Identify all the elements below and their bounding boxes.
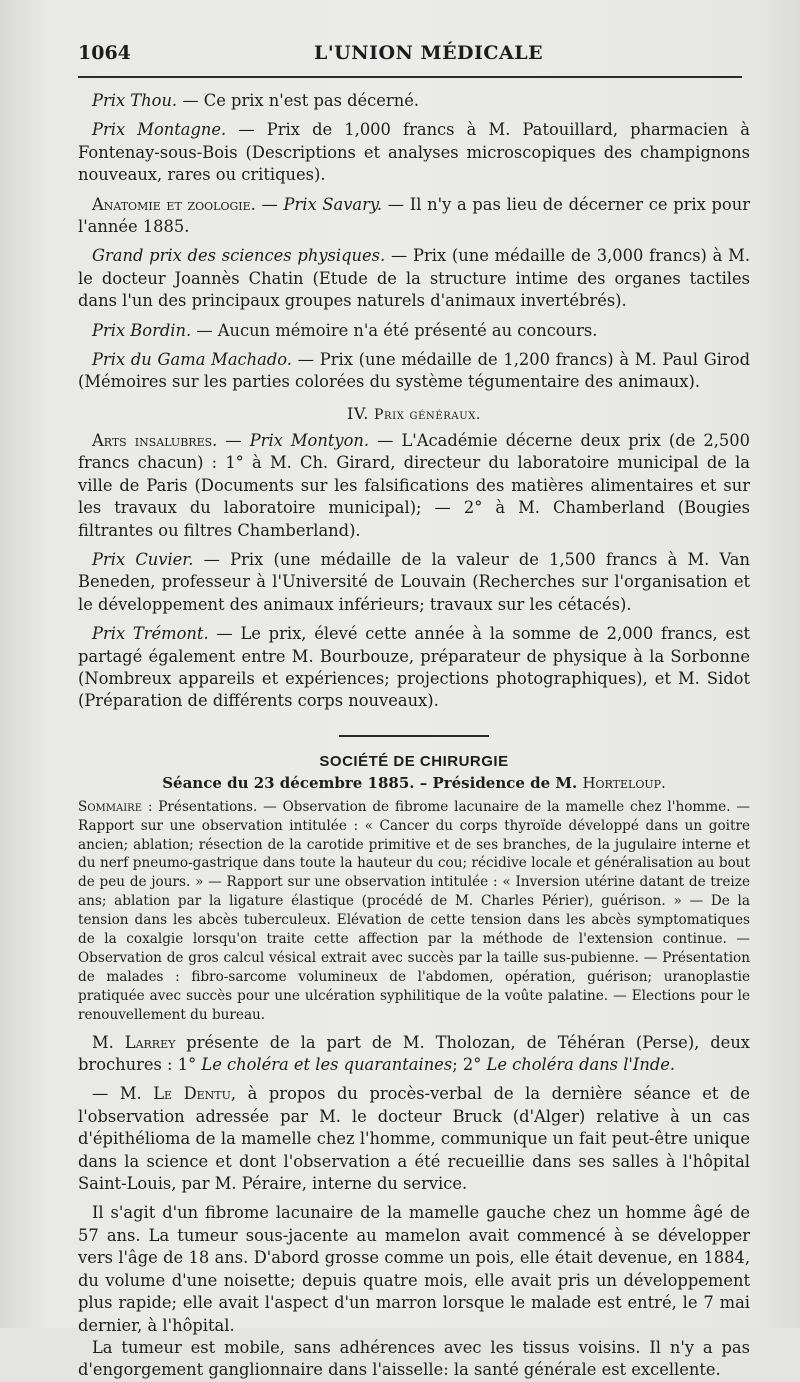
separator: —: [255, 194, 284, 214]
prize-name: Prix Trémont.: [92, 624, 209, 644]
prize-thou: [78, 90, 750, 112]
prize-bordin: [78, 320, 750, 342]
section-divider: [339, 735, 489, 737]
prize-montagne: [78, 119, 750, 186]
section-label: Arts insalubres.: [92, 430, 218, 450]
page-number: 1064: [78, 42, 131, 64]
prize-name: Grand prix des sciences physiques.: [92, 246, 386, 266]
prize-montyon: [78, 430, 750, 542]
separator: —: [217, 430, 250, 450]
main-column: [78, 90, 750, 1382]
text-run: ; 2°: [452, 1055, 487, 1075]
prize-savary: [78, 194, 750, 239]
session-line: [78, 774, 750, 792]
prize-text: — Le prix, élevé cette année à la somme de 2,000 francs, est partagé également entre M. Bourbouze, préparateur de physique à la Sorbonne (Nombreux appareils et expériences; projections photographiques), et M. Sidot (Préparation de différents corps nouveaux).: [78, 624, 750, 711]
prize-name: Prix du Gama Machado.: [92, 350, 292, 370]
prize-name: Prix Bordin.: [92, 320, 192, 340]
brochure-title: Le choléra et les quarantaines: [201, 1055, 453, 1075]
prize-tremont: [78, 623, 750, 713]
header-rule: [78, 76, 742, 78]
paragraph-le-dentu: [78, 1083, 750, 1195]
prize-name: Prix Thou.: [92, 91, 178, 110]
section-title: Prix généraux.: [374, 406, 481, 423]
prize-text: — Prix (une médaille de 3,000 francs) à M. le docteur Joannès Chatin (Etude de la structure intime des organes tactiles dans l'un des principaux groupes naturels d'animaux invertébrés).: [78, 246, 751, 311]
summary-text: : Présentations. — Observation de fibrome lacunaire de la mamelle chez l'homme. — Rapport sur une observation intitulée : « Cancer du corps thyroïde développé dans un goitre ancien; ablation; résection de la carotide primitive et de ses branches, de la jugulaire interne et du nerf pneumo-gastrique dans toute la hauteur du cou; récidive locale et généralisation au bout de peu de jours. » — Rapport sur une observation intitulée : « Inversion utérine datant de treize ans; ablation par la ligature élastique (procédé de M. Charles Périer), guérison. » — De la tension dans les abcès tuberculeux. Elévation de cette tension dans les abcès symptomatiques de la coxalgie lorsqu'on traite cette affection par la méthode de l'extension continue. — Observation de gros calcul vésical extrait avec succès par la taille sus-pubienne. — Présentation de malades : fibro-sarcome volumineux de l'abdomen, opération, guérison; uranoplastie pratiquée avec succès pour une ulcération syphilitique de la voûte palatine. — Elections pour le renouvellement du bureau.: [78, 798, 750, 1023]
prize-name: Prix Montyon.: [249, 430, 370, 450]
prize-name: Prix Savary.: [283, 194, 383, 214]
prize-gama: [78, 349, 750, 394]
prize-text: — Prix de 1,000 francs à M. Patouillard, pharmacien à Fontenay-sous-Bois (Descriptions et analyses microscopiques des champignons nouveaux, rares ou critiques).: [78, 120, 750, 185]
session-date: Séance du 23 décembre 1885. – Présidence de M.: [162, 773, 583, 792]
paragraph-tumor: La tumeur est mobile, sans adhérences avec les tissus voisins. Il n'y a pas d'engorgement ganglionnaire dans l'aisselle: la santé générale est excellente.: [78, 1337, 750, 1380]
text-run: M.: [92, 1032, 125, 1052]
person-name: Le Dentu: [153, 1084, 231, 1104]
journal-title: L'UNION MÉDICALE: [314, 42, 544, 64]
prize-text: — L'Académie décerne deux prix (de 2,500 francs chacun) : 1° à M. Ch. Girard, directeur du laboratoire municipal de la ville de Paris (Documents sur les falsifications des matières alimentaires et sur les travaux du laboratoire municipal); — 2° à M. Chamberland (Bougies filtrantes ou filtres Chamberland).: [78, 430, 750, 540]
text-run: présente de la part de M. Tholozan, de Téhéran (Perse), deux brochures : 1°: [78, 1032, 750, 1075]
brochure-title: Le choléra dans l'Inde.: [486, 1055, 676, 1075]
report-body: [78, 1032, 750, 1382]
summary-label: Sommaire: [78, 798, 142, 815]
president-name: Horteloup.: [582, 773, 666, 792]
running-header: [78, 40, 742, 74]
section-heading: [78, 404, 750, 423]
paragraph-larrey: [78, 1032, 750, 1077]
prize-text: — Aucun mémoire n'a été présenté au concours.: [191, 320, 598, 340]
section-numeral: IV.: [347, 403, 369, 423]
prize-text: — Prix (une médaille de la valeur de 1,500 francs à M. Van Beneden, professeur à l'Université de Louvain (Recherches sur l'organisation et le développement des animaux inférieurs; travaux sur les cétacés).: [78, 549, 750, 614]
society-heading: SOCIÉTÉ DE CHIRURGIE: [319, 752, 509, 770]
person-name: Larrey: [124, 1032, 176, 1052]
prize-text: — Ce prix n'est pas décerné.: [177, 91, 420, 110]
paragraph-case: Il s'agit d'un fibrome lacunaire de la mamelle gauche chez un homme âgé de 57 ans. La tumeur sous-jacente au mamelon avait commencé à se développer vers l'âge de 18 ans. D'abord grosse comme un pois, elle était devenue, en 1884, du volume d'une noisette; depuis quatre mois, elle avait pris un développement plus rapide; elle avait l'aspect d'un marron lorsque le malade est entré, le 7 mai dernier, à l'hôpital.: [78, 1203, 750, 1335]
text-run: — M.: [92, 1084, 154, 1104]
section-label: Anatomie et zoologie.: [92, 194, 256, 214]
prize-text: — Il n'y a pas lieu de décerner ce prix pour l'année 1885.: [78, 194, 750, 237]
prize-name: Prix Montagne.: [92, 120, 227, 140]
prize-text: — Prix (une médaille de 1,200 francs) à M. Paul Girod (Mémoires sur les parties colorées du système tégumentaire des animaux).: [78, 350, 750, 392]
prize-name: Prix Cuvier.: [92, 549, 194, 569]
text-run: , à propos du procès-verbal de la dernière séance et de l'observation adressée par M. le docteur Bruck (d'Alger) relative à un cas d'épithélioma de la mamelle chez l'homme, communique un fait peut-être unique dans la science et dont l'observation a été recueillie dans ses salles à l'hôpital Saint-Louis, par M. Péraire, interne du service.: [78, 1084, 750, 1194]
summary: [78, 798, 750, 1025]
prize-grand: [78, 245, 750, 312]
prize-cuvier: [78, 549, 750, 616]
